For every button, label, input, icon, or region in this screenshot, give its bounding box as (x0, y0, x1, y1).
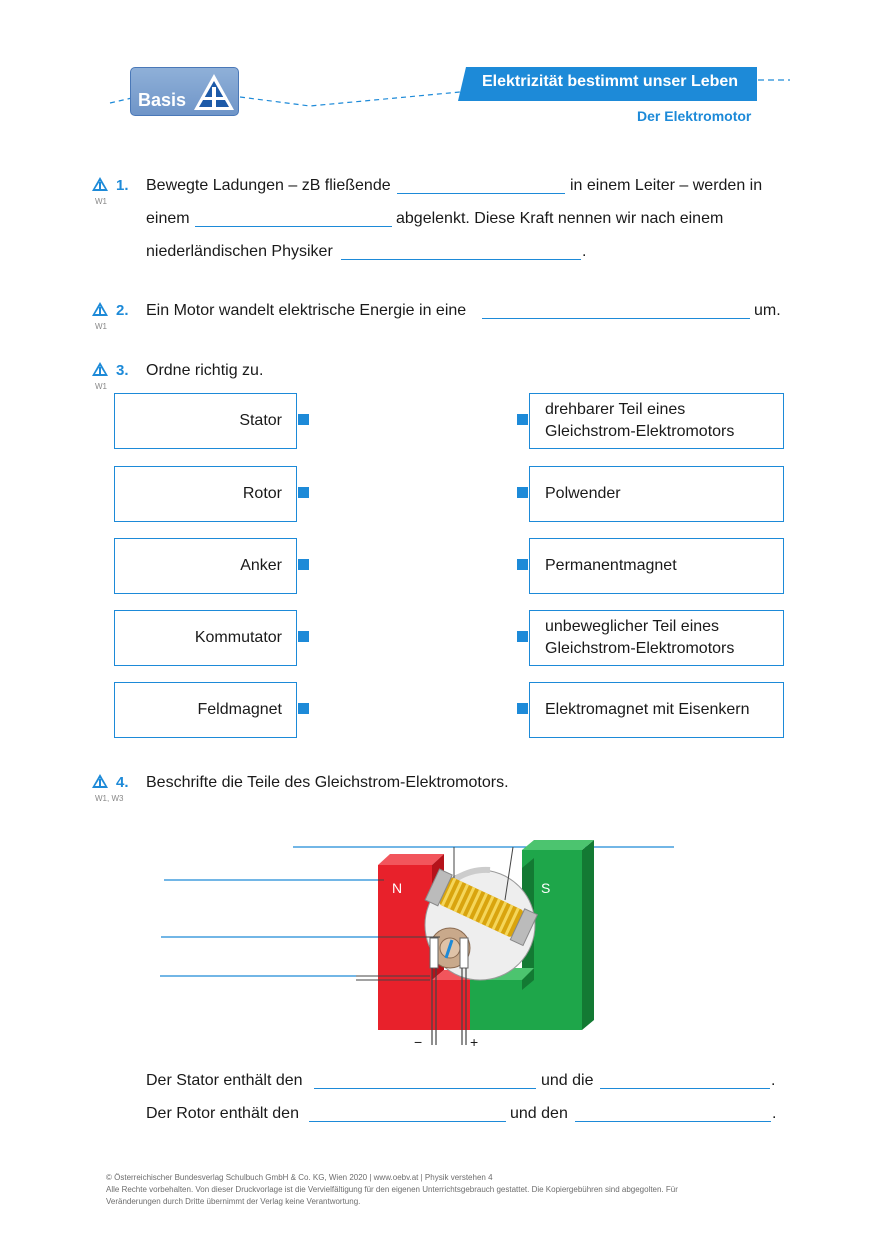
rotor-sentence: Der Rotor enthält den (146, 1105, 299, 1122)
match-right-connector[interactable] (517, 631, 528, 642)
level-triangle-icon (91, 176, 109, 192)
task1-number: 1. (116, 177, 129, 194)
task1-blank-2[interactable] (195, 226, 392, 227)
match-right-connector[interactable] (517, 559, 528, 570)
stator-sentence: . (771, 1072, 776, 1089)
plus-label: + (470, 1034, 479, 1050)
level-triangle-icon (91, 773, 109, 789)
task1-text: niederländischen Physiker (146, 243, 333, 260)
match-right-item: Polwender (529, 466, 784, 522)
level-triangle-icon (91, 361, 109, 377)
task1-blank-3[interactable] (341, 259, 581, 260)
task1-text: einem (146, 210, 190, 227)
north-pole-label: N (392, 880, 403, 896)
stator-blank-1[interactable] (314, 1088, 536, 1089)
task1-text: . (582, 243, 587, 260)
task2-text: Ein Motor wandelt elektrische Energie in eine (146, 302, 467, 319)
banner-title: Elektrizität bestimmt unser Leben (482, 73, 739, 90)
minus-label: − (414, 1034, 423, 1050)
match-left-connector[interactable] (298, 559, 309, 570)
match-right-item: Elektromagnet mit Eisenkern (529, 682, 784, 738)
match-right-item: Permanentmagnet (529, 538, 784, 594)
rotor-sentence: und den (510, 1105, 568, 1122)
match-left-item: Rotor (114, 466, 297, 522)
match-right-item: unbeweglicher Teil eines Gleichstrom-Elektromotors (529, 610, 784, 666)
task2-text: um. (754, 302, 781, 319)
south-pole-label: S (541, 880, 551, 896)
footer (106, 1172, 786, 1208)
stator-sentence: und die (541, 1072, 594, 1089)
stator-blank-2[interactable] (600, 1088, 770, 1089)
match-right-connector[interactable] (517, 703, 528, 714)
basis-logo (130, 67, 239, 116)
task1-text: in einem Leiter – werden in (570, 177, 763, 194)
page-subtitle: Der Elektromotor (637, 108, 752, 124)
match-left-item: Feldmagnet (114, 682, 297, 738)
footer-line: Alle Rechte vorbehalten. Von dieser Druckvorlage ist die Vervielfältigung für den eigenen Unterrichtsgebrauch gestattet. Die Kopiergebühren sind abgegolten. Für (106, 1185, 678, 1194)
rotor-sentence: . (772, 1105, 777, 1122)
motor-diagram (150, 830, 690, 1055)
match-right-item: drehbarer Teil eines Gleichstrom-Elektromotors (529, 393, 784, 449)
task3-instruction: Ordne richtig zu. (146, 362, 264, 379)
task3-level: W1 (95, 382, 107, 391)
task3-number: 3. (116, 362, 129, 379)
match-left-item: Stator (114, 393, 297, 449)
match-left-connector[interactable] (298, 487, 309, 498)
match-left-connector[interactable] (298, 703, 309, 714)
match-right-connector[interactable] (517, 414, 528, 425)
match-left-connector[interactable] (298, 414, 309, 425)
stator-sentence: Der Stator enthält den (146, 1072, 303, 1089)
rotor-blank-2[interactable] (575, 1121, 771, 1122)
task1-level: W1 (95, 197, 107, 206)
task4-number: 4. (116, 774, 129, 791)
task2-number: 2. (116, 302, 129, 319)
basis-logo-label: Basis (138, 90, 187, 110)
match-left-item: Kommutator (114, 610, 297, 666)
rotor-blank-1[interactable] (309, 1121, 506, 1122)
task4-instruction: Beschrifte die Teile des Gleichstrom-Elektromotors. (146, 774, 509, 791)
level-triangle-icon (91, 301, 109, 317)
match-right-connector[interactable] (517, 487, 528, 498)
task2-level: W1 (95, 322, 107, 331)
footer-line: © Österreichischer Bundesverlag Schulbuch GmbH & Co. KG, Wien 2020 | www.oebv.at | Physik verstehen 4 (106, 1173, 493, 1182)
level-triangle-icon (192, 71, 236, 113)
footer-line: Veränderungen durch Dritte übernimmt der Verlag keine Verantwortung. (106, 1197, 361, 1206)
match-left-item: Anker (114, 538, 297, 594)
task1-text: abgelenkt. Diese Kraft nennen wir nach einem (396, 210, 724, 227)
match-left-connector[interactable] (298, 631, 309, 642)
task4-level: W1, W3 (95, 794, 124, 803)
task1-text: Bewegte Ladungen – zB fließende (146, 177, 391, 194)
task1-blank-1[interactable] (397, 193, 565, 194)
task2-blank[interactable] (482, 318, 750, 319)
